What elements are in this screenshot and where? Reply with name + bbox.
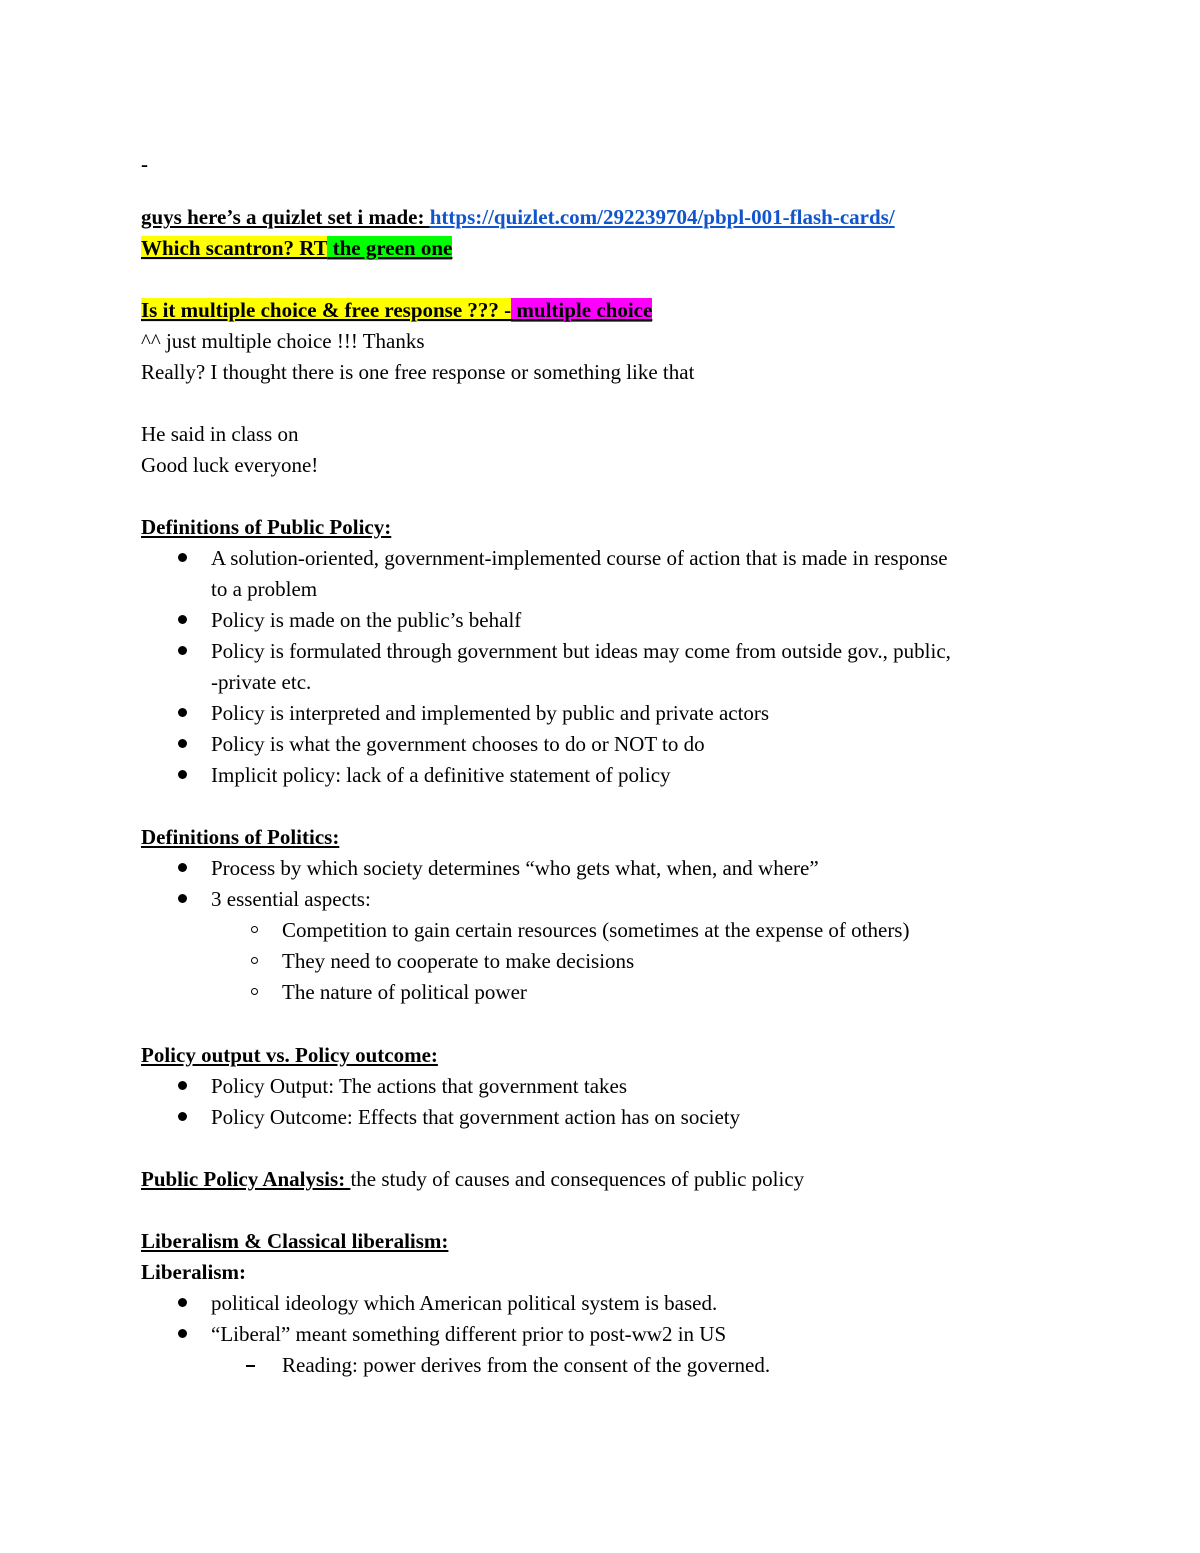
top-dash: - xyxy=(141,152,148,176)
list-item: “Liberal” meant something different prior to post-ww2 in US xyxy=(211,1322,727,1346)
bullet-icon xyxy=(178,553,187,562)
list-item: A solution-oriented, government-implemented course of action that is made in response xyxy=(211,546,948,570)
bullet-icon xyxy=(178,1112,187,1121)
output-outcome-heading: Policy output vs. Policy outcome: xyxy=(141,1043,438,1067)
chat-line: Really? I thought there is one free response or something like that xyxy=(141,360,695,384)
quizlet-link[interactable]: https://quizlet.com/292239704/pbpl-001-flash-cards/ xyxy=(429,205,895,229)
politics-heading: Definitions of Politics: xyxy=(141,825,340,849)
bullet-icon xyxy=(178,646,187,655)
analysis-term: Public Policy Analysis: xyxy=(141,1167,351,1191)
list-item: Policy is made on the public’s behalf xyxy=(211,608,522,632)
sub-list-item: Reading: power derives from the consent of the governed. xyxy=(282,1353,771,1377)
list-item-continuation: -private etc. xyxy=(211,670,312,694)
analysis-definition: the study of causes and consequences of public policy xyxy=(350,1167,805,1191)
bullet-icon xyxy=(178,739,187,748)
public-policy-heading: Definitions of Public Policy: xyxy=(141,515,392,539)
list-item: Policy is interpreted and implemented by public and private actors xyxy=(211,701,770,725)
format-question: Is it multiple choice & free response ??? - xyxy=(141,298,512,322)
chat-line: Good luck everyone! xyxy=(141,453,319,477)
list-item: Implicit policy: lack of a definitive statement of policy xyxy=(211,763,671,787)
hollow-bullet-icon xyxy=(251,988,258,995)
bullet-icon xyxy=(178,708,187,717)
bullet-icon xyxy=(178,863,187,872)
list-item: 3 essential aspects: xyxy=(211,887,371,911)
sub-list-item: They need to cooperate to make decisions xyxy=(282,949,635,973)
hollow-bullet-icon xyxy=(251,957,258,964)
scantron-answer: the green one xyxy=(327,236,453,260)
list-item: Policy Output: The actions that government takes xyxy=(211,1074,628,1098)
quizlet-lead: guys here’s a quizlet set i made: xyxy=(141,205,430,229)
sub-list-item: The nature of political power xyxy=(282,980,527,1004)
chat-line: ^^ just multiple choice !!! Thanks xyxy=(141,329,425,353)
list-item: Policy is what the government chooses to do or NOT to do xyxy=(211,732,705,756)
bullet-icon xyxy=(178,894,187,903)
list-item-continuation: to a problem xyxy=(211,577,318,601)
bullet-icon xyxy=(178,770,187,779)
scantron-line xyxy=(141,234,452,262)
scantron-question: Which scantron? RT xyxy=(141,236,328,260)
format-answer: multiple choice xyxy=(511,298,653,322)
liberalism-subheading: Liberalism: xyxy=(141,1260,246,1284)
liberalism-heading: Liberalism & Classical liberalism: xyxy=(141,1229,449,1253)
list-item: political ideology which American political system is based. xyxy=(211,1291,718,1315)
bullet-icon xyxy=(178,615,187,624)
format-line xyxy=(141,296,652,324)
list-item: Policy Outcome: Effects that government action has on society xyxy=(211,1105,741,1129)
sub-list-item: Competition to gain certain resources (sometimes at the expense of others) xyxy=(282,918,910,942)
hollow-bullet-icon xyxy=(251,926,258,933)
analysis-line xyxy=(141,1165,804,1193)
chat-line: He said in class on xyxy=(141,422,299,446)
bullet-icon xyxy=(178,1081,187,1090)
bullet-icon xyxy=(178,1329,187,1338)
list-item: Policy is formulated through government but ideas may come from outside gov., public, xyxy=(211,639,951,663)
dash-bullet-icon xyxy=(246,1365,255,1367)
quizlet-line xyxy=(141,203,895,231)
bullet-icon xyxy=(178,1298,187,1307)
list-item: Process by which society determines “who gets what, when, and where” xyxy=(211,856,819,880)
